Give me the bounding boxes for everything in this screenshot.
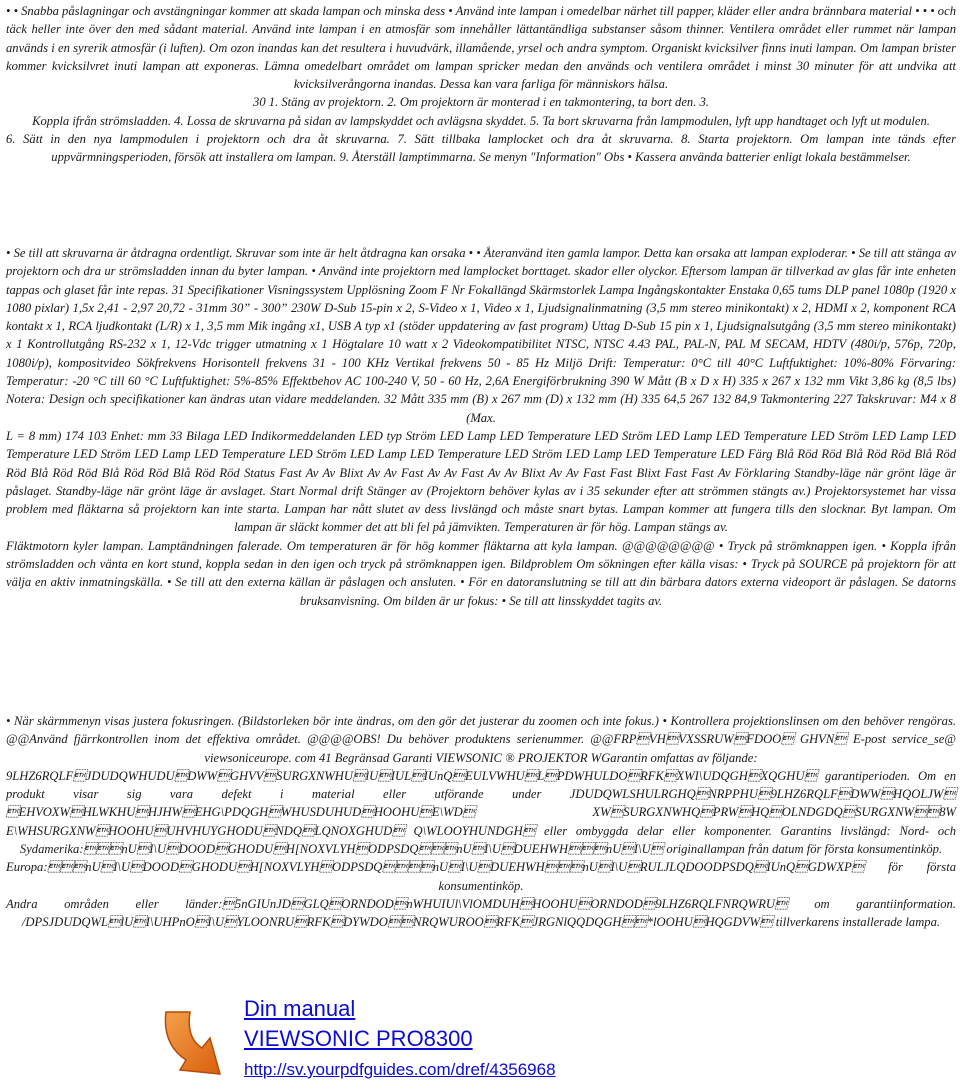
led-indicator-paragraph: L = 8 mm) 174 103 Enhet: mm 33 Bilaga LED Indikormeddelanden LED typ Ström LED Lamp LED Temperature LED Ström LED Lamp LED Temperature LED Ström LED Lamp LED Temperature LED Ström LED Lamp LED Temperature LED Ström LED Lamp LED Temperature LED Ström LED Lamp LED Temperature LED Färg Blå Röd Röd Blå Röd Röd Blå Röd Röd Blå Röd Röd Blå Röd Röd Blå Röd Röd Status Fast Av Av Blixt Av Av Fast Av Av Fast Av Av Blixt Av Av Fast Fast Blixt Fast Fast Av Förklaring Standby-läge när grönt läge är påslaget. Standby-läge när grönt läge är avslaget. Start Normal drift Stänger av (Projektorn behöver kylas av i 35 sekunder efter att strömmen stängts av.) Projektorsystemet har vissa problem med fläktarna så projektorn kan inte starta. Lampan har nått slutet av dess livslängd och måste snart bytas. Lampan kommer att fungera tills den slocknar. Byt lampan. Om lampan är släckt kommer det att bli fel på jämvikten. Temperaturen är för hög. Lampan stängs av. — [6, 428, 956, 535]
warranty-other-paragraph: Andra områden eller länder:5nGIUnJDGLQORNDODnWHUIUl\VlOMDUHHOOHUORNDOD9LHZ6RQLFNRQWRU om garantiinformation. /DPSJDUDQWLlUI\UHPnOI\UYLOONRURFKDYWDONRQWUROORFKJRGNlQQDQGH*lOOHUHQGDVW tillverkarens installerade lampa. — [6, 896, 956, 930]
specifications-section — [6, 244, 956, 610]
lamp-replace-steps-1: 30 1. Stäng av projektorn. 2. Om projektorn är monterad i en takmontering, ta bort den. 3. — [253, 95, 709, 110]
lamp-replace-steps-2: Koppla ifrån strömsladden. 4. Lossa de skruvarna på sidan av lampskyddet och avlägsna skyddet. 5. Ta bort skruvarna från lampmodulen, lyft upp handtaget och lyft ut modulen. — [32, 113, 930, 128]
lamp-replace-steps-3: 6. Sätt in den nya lampmodulen i projektorn och dra åt skruvarna. 7. Sätt tillbaka lamplocket och dra åt skruvarna. 8. Starta projektorn. Om lampan inte tänds efter uppvärmningsperioden, försök att installera om lampan. 9. Återställ lamptimmarna. Se menyn "Information" Obs • Kassera använda batterier enligt lokala bestämmelser. — [6, 132, 956, 165]
arrow-icon — [152, 1004, 236, 1084]
lamp-safety-section — [6, 2, 956, 167]
manual-title-link[interactable]: Din manual — [244, 996, 356, 1021]
manual-url-link[interactable]: http://sv.yourpdfguides.com/dref/4356968 — [244, 1060, 556, 1079]
warranty-section — [6, 712, 956, 932]
manual-footer — [152, 994, 852, 1086]
specifications-paragraph: • Se till att skruvarna är åtdragna ordentligt. Skruvar som inte är helt åtdragna kan orsaka • • Återanvänd iten gamla lampor. Detta kan orsaka att lampan exploderar. • Se till att stänga av projektorn och dra ur strömsladden innan du byter lampan. • Använd inte projektorn med lamplocket borttaget. skador eller olyckor. Eftersom lampan är tillverkad av glas får inte enheten tappas och glaset får inte repas. 31 Specifikationer Visningssystem Upplösning Zoom F Nr Fokallängd Skärmstorlek Lampa Ingångskontakter Enstaka 0,65 tums DLP panel 1080p (1920 x 1080 pixlar) 1,5x 2,41 - 2,97 20,72 - 31mm 30” - 300” 230W D-Sub 15-pin x 2, S-Video x 1, Video x 1, Ljudsignalinmatning (3,5 mm stereo minikontakt) x 2, HDMI x 2, komponent RCA kontakt x 1, RCA ljudkontakt (L/R) x 1, 3,5 mm Mik ingång x1, USB A typ x1 (stöder uppdatering av fast program) Uttag D-Sub 15 pin x 1, Ljudsignalsutgång (3,5 mm stereo minikontakt) x 1 Kontrollutgång RS-232 x 1, 12-Vdc trigger utmatning x 1 Högtalare 10 watt x 2 Videokompatibilitet NTSC, NTSC 4.43 PAL, PAL-N, PAL M SECAM, HDTV (480i/p, 576p, 720p, 1080i/p), kompositvideo Sökfrekvens Horisontell frekvens 31 - 100 KHz Vertikal frekvens 50 - 85 Hz Miljö Drift: Temperatur: 0°C till 40°C Luftfuktighet: 10%-80% Förvaring: Temperatur: -20 °C till 60 °C Luftfuktighet: 5%-85% Effektbehov AC 100-240 V, 50 - 60 Hz, 2,6A Energiförbrukning 390 W Mått (B x D x H) 335 x 267 x 132 mm Vikt 3,86 kg (8,5 lbs) Notera: Design och specifikationer kan ändras utan vidare meddelanden. 32 Mått 335 mm (B) x 267 mm (D) x 132 mm (H) 335 64,5 267 132 84,9 Takmontering 227 Takskruvar: M4 x 8 (Max. — [6, 246, 956, 425]
manual-model-link[interactable]: VIEWSONIC PRO8300 — [244, 1026, 473, 1051]
footer-links — [244, 994, 556, 1082]
lamp-safety-paragraph: • • Snabba påslagningar och avstängningar kommer att skada lampan och minska dess • Använd inte lampan i omedelbar närhet till papper, kläder eller andra brännbara material • • • och täck heller inte över den med sådant material. Använd inte lampan i en atmosfär som innehåller lättantändliga substanser såsom thinner. Ventilera området eller rummet när lampan används i en syrerik atmosfär (i luften). Om ozon inandas kan det resultera i huvudvärk, illamående, yrsel och andra symptom. Organiskt kvicksilver finns inuti lampan. Om lampan brister kommer kvicksilvret inuti lampan att exponeras. Lämna omedelbart området om lampan spricker medan den används och ventilera området i minst 30 minuter för att undvika att kvicksilverångorna inandas. Dessa kan vara farliga för människors hälsa. — [6, 4, 956, 92]
warranty-terms-paragraph: 9LHZ6RQLFJDUDQWHUDUDWWGHVVSURGXNWHUlUIULIUnQEULVWHULPDWHULDORFKXWI\UDQGHXQGHU garantiperioden. Om en produkt visar sig vara defekt i material eller utförande under JDUDQWLSHULRGHQNRPPHU9LHZ6RQLFDWWHQOLJW EHVOXWHLWKHUHJHWEHG\PDQGHWHUSDUHUDHOOHUE\WD XWSURGXNWHQPRWHQOLNDGDQSURGXNW8W E\WHSURGXNWHOOHUUHVHUYGHODUNDQLQNOXGHUD Q\WLOOYHUNDGH eller ombyggda delar eller komponenter. Garantins livslängd: Nord- och Sydamerika:nUI\UDOODGHODUH[NOXVLYHODPSDQnUI\UDUEHWHnUI\U originallampan från datum för första konsumentinköp. — [6, 768, 956, 857]
warranty-europe-paragraph: Europa:nUI\UDOODGHODUH[NOXVLYHODPSDQnUI\UDUEHWHnUI\URULJLQDOODPSDQIUnQGDWXP för första konsumentinköp. — [6, 860, 956, 893]
troubleshooting-paragraph: Fläktmotorn kyler lampan. Lamptändningen falerade. Om temperaturen är för hög kommer fläktarna att kyla lampan. @@@@@@@@ • Tryck på strömknappen igen. • Koppla ifrån strömsladden och vänta en kort stund, koppla sedan in den igen och tryck på strömknappen igen. Bildproblem Om sökningen efter källa visas: • Tryck på SOURCE på projektorn för att välja en aktiv inmatningskälla. • Se till att den externa källan är påslagen och ansluten. • För en datoranslutning se till att din bärbara dators externa videoport är påslagen. Se datorns bruksanvisning. Om bilden är ur fokus: • Se till att linsskyddet tagits av. — [6, 538, 956, 608]
focus-warranty-paragraph: • När skärmmenyn visas justera fokusringen. (Bildstorleken bör inte ändras, om den gör det justerar du zoomen och inte fokus.) • Kontrollera projektionslinsen om den behöver rengöras. @@Använd fjärrkontrollen inom det effektiva området. @@@@OBS! Du behöver produktens serienummer. @@FRPVHVXSSRUWFDOO GHVN E-post service_se@ viewsoniceurope. com 41 Begränsad Garanti VIEWSONIC ® PROJEKTOR WGarantin omfattas av följande: — [6, 714, 956, 765]
